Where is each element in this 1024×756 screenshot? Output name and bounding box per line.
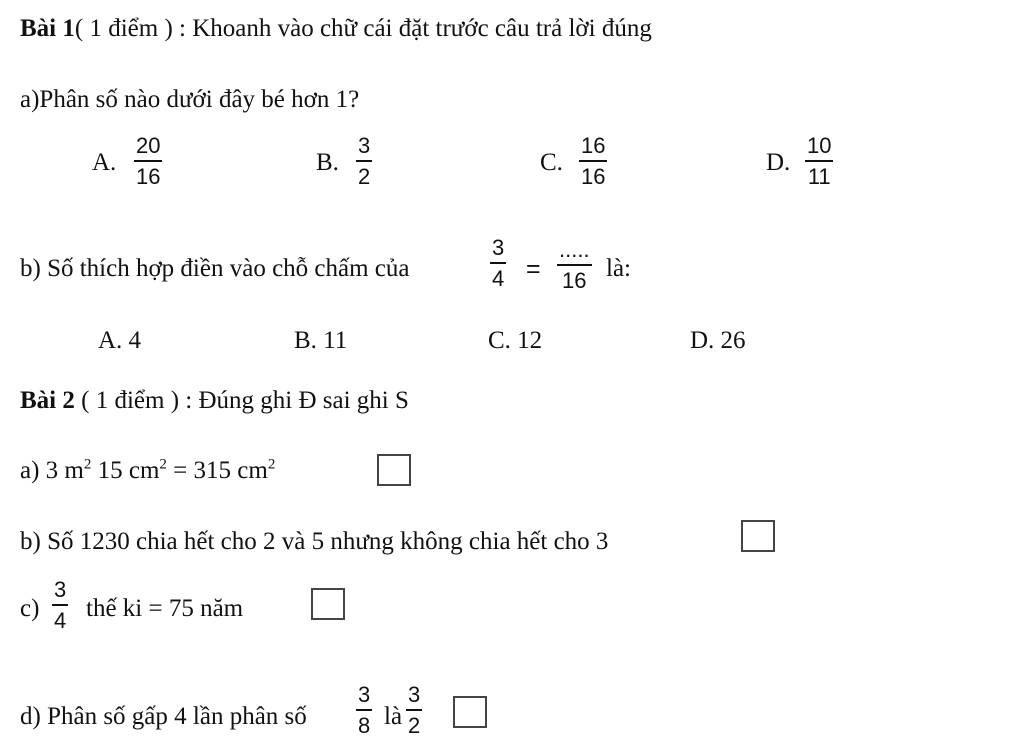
answer-option-d: D. 26: [690, 327, 746, 354]
statement-a-prefix: a) 3 m: [20, 457, 84, 484]
denominator: 8: [358, 713, 371, 738]
option-d-fraction: [805, 134, 833, 189]
exercise-2-instruction: ( 1 điểm ) : Đúng ghi Đ sai ghi S: [74, 387, 409, 414]
exercise-1-instruction: ( 1 điểm ) : Khoanh vào chữ cái đặt trước câu trả lời đúng: [74, 15, 652, 42]
option-d-numerator: 10: [807, 133, 832, 158]
exercise-2-title: [20, 386, 409, 416]
left-denominator: 4: [492, 266, 505, 291]
equals-sign: =: [526, 255, 541, 283]
answer-box-d[interactable]: [453, 696, 487, 728]
blank-numerator: .....: [559, 237, 590, 262]
option-d-letter: D.: [766, 149, 791, 176]
statement-a: [20, 456, 275, 486]
statement-d-fraction-2: [406, 683, 422, 738]
option-c-letter: C.: [540, 149, 563, 176]
option-c-denominator: 16: [581, 164, 606, 189]
option-b-denominator: 2: [358, 164, 371, 189]
exercise-2-label: Bài 2: [20, 387, 75, 414]
numerator: 3: [54, 577, 67, 602]
answer-option-c: C. 12: [488, 327, 543, 354]
answer-box-b[interactable]: [741, 520, 775, 552]
exercise-1-title: [20, 14, 652, 44]
right-denominator: 16: [562, 268, 587, 293]
statement-c-prefix: c): [20, 595, 40, 622]
statement-d-fraction-1: [356, 683, 372, 738]
left-numerator: 3: [492, 235, 505, 260]
statement-d-text: d) Phân số gấp 4 lần phân số: [20, 703, 307, 730]
question-1b-suffix: là:: [606, 255, 631, 282]
numerator: 3: [408, 682, 421, 707]
option-b-fraction: [356, 134, 372, 189]
statement-c-fraction: [52, 578, 68, 633]
exponent: 2: [159, 456, 167, 473]
statement-c-text: thế ki = 75 năm: [86, 595, 244, 622]
denominator: 4: [54, 608, 67, 633]
numerator: 3: [358, 682, 371, 707]
option-b-letter: B.: [316, 149, 339, 176]
exponent: 2: [83, 456, 92, 473]
option-a-letter: A.: [92, 149, 117, 176]
question-1a-text: a)Phân số nào dưới đây bé hơn 1?: [20, 86, 360, 113]
denominator: 2: [408, 713, 421, 738]
statement-a-mid: 15 cm: [91, 457, 160, 484]
statement-a-result: = 315 cm: [166, 457, 268, 484]
exponent: 2: [267, 456, 276, 473]
answer-option-a: A. 4: [98, 327, 142, 354]
answer-option-b: B. 11: [294, 327, 348, 354]
statement-d-mid: là: [384, 703, 403, 730]
option-d-denominator: 11: [807, 164, 831, 189]
answer-box-a[interactable]: [377, 454, 411, 486]
option-c-fraction: [579, 134, 607, 189]
statement-b: b) Số 1230 chia hết cho 2 và 5 nhưng không chia hết cho 3: [20, 528, 609, 555]
question-1b-right-fraction: [557, 238, 592, 293]
option-a-numerator: 20: [136, 133, 161, 158]
option-a-fraction: [134, 134, 162, 189]
answer-box-c[interactable]: [311, 588, 345, 620]
option-c-numerator: 16: [581, 133, 606, 158]
option-b-numerator: 3: [358, 133, 371, 158]
option-a-denominator: 16: [136, 164, 161, 189]
question-1b-left-fraction: [490, 236, 506, 291]
exercise-1-label: Bài 1: [20, 15, 75, 42]
question-1b-text: b) Số thích hợp điền vào chỗ chấm của: [20, 255, 410, 282]
